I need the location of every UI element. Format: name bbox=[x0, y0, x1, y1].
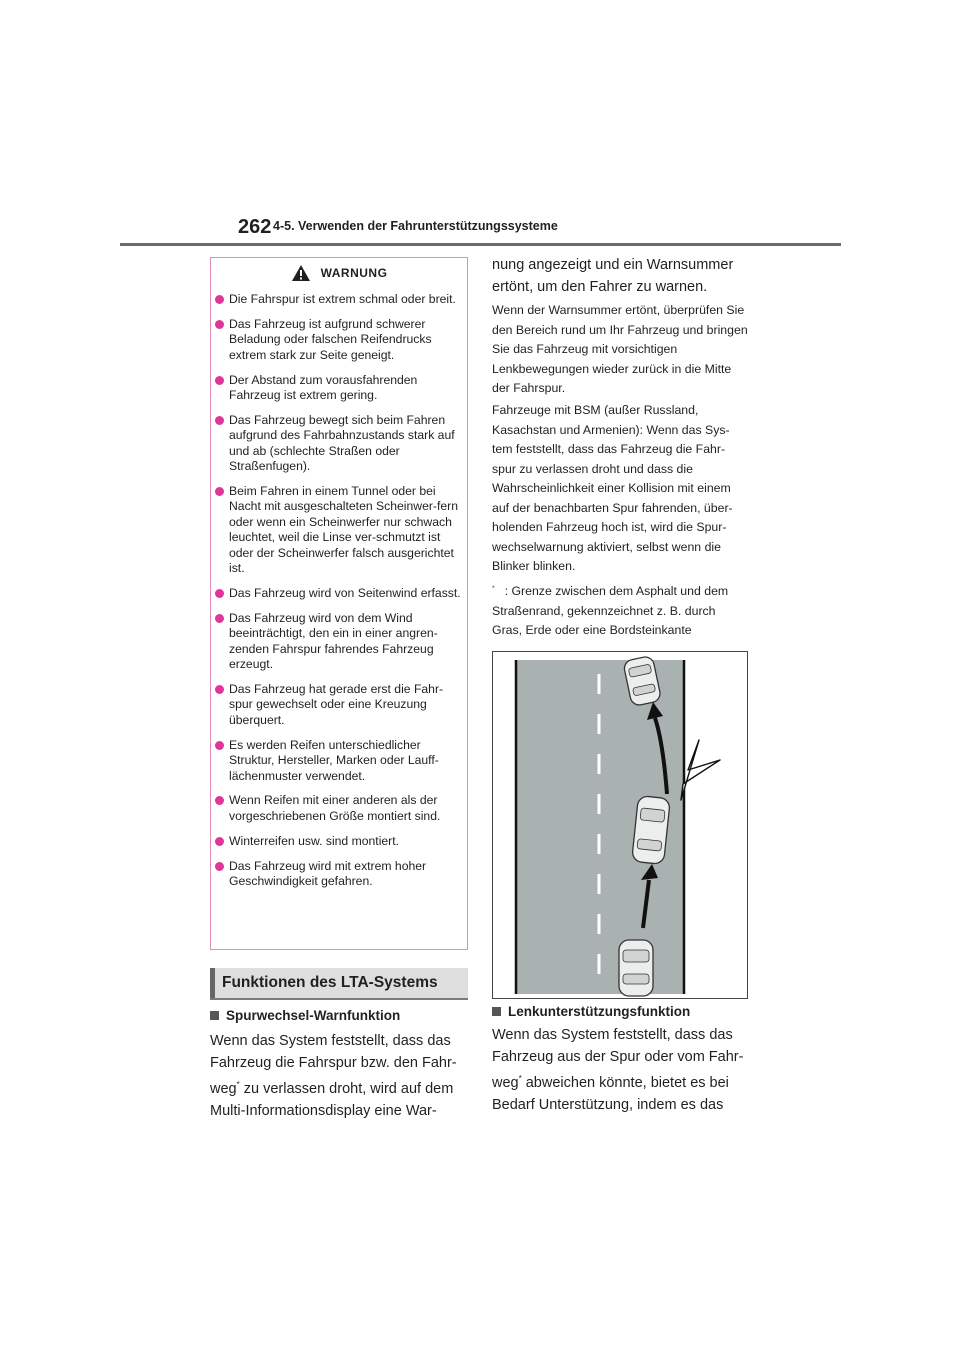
warning-spark-icon bbox=[681, 740, 720, 800]
page-number: 262 bbox=[238, 216, 272, 238]
bsm-paragraph: Fahrzeuge mit BSM (außer Russland, Kasachstan und Armenien): Wenn das Sys-tem feststellt, dass das Fahrzeug die Fahr-spur zu verlassen droht und dass die Wahrscheinlichkeit einer Kollision mit einem auf der benachbarten Spur fahrenden, über-holenden Fahrzeug hoch ist, wird die Spur-wechselwarnung aktiviert, selbst wenn die Blinker blinken. bbox=[492, 403, 733, 573]
lane-departure-diagram bbox=[492, 651, 748, 999]
steering-assist-heading: Lenkunterstützungsfunktion bbox=[492, 1004, 690, 1019]
warning-item: Das Fahrzeug wird mit extrem hoher Geschwindigkeit gefahren. bbox=[215, 859, 461, 890]
steering-assist-text: Wenn das System feststellt, dass das Fahrzeug aus der Spur oder vom Fahr-weg* abweichen könnte, bietet es bei Bedarf Unterstützung, indem es das bbox=[492, 1027, 744, 1113]
square-bullet-icon bbox=[492, 1007, 501, 1016]
warning-label: WARNUNG bbox=[320, 265, 388, 280]
warning-triangle-icon bbox=[291, 264, 311, 282]
warning-item: Das Fahrzeug bewegt sich beim Fahren aufgrund des Fahrbahnzustands stark auf und ab (schlechte Straßen oder Straßenfugen). bbox=[215, 413, 461, 475]
warning-item: Wenn Reifen mit einer anderen als der vorgeschriebenen Größe montiert sind. bbox=[215, 793, 461, 824]
lta-section-banner bbox=[210, 968, 468, 1000]
warning-item: Der Abstand zum vorausfahrenden Fahrzeug ist extrem gering. bbox=[215, 373, 461, 404]
footnote-mark: * bbox=[492, 585, 495, 592]
lane-change-text-continued: nung angezeigt und ein Warnsummer ertönt, um den Fahrer zu warnen. bbox=[492, 257, 734, 295]
car-bottom bbox=[619, 940, 653, 996]
warning-item: Das Fahrzeug wird von dem Wind beeinträchtigt, den ein in einer angren-zenden Fahrspur fahrendes Fahrzeug erzeugt. bbox=[215, 611, 461, 673]
bullet-icon bbox=[215, 837, 224, 846]
footnote-mark: * bbox=[236, 1080, 240, 1089]
warning-item: Winterreifen usw. sind montiert. bbox=[215, 834, 461, 849]
lta-section-title: Funktionen des LTA-Systems bbox=[222, 974, 438, 991]
bullet-icon bbox=[215, 796, 224, 805]
bullet-icon bbox=[215, 416, 224, 425]
footnote: * : Grenze zwischen dem Asphalt und dem Straßenrand, gekennzeichnet z. B. durch Gras, Erde oder eine Bordsteinkante bbox=[492, 584, 729, 638]
lane-change-text: Wenn das System feststellt, dass das Fahrzeug die Fahrspur bzw. den Fahr-weg* zu verlassen droht, wird auf dem Multi-Informationsdisplay eine War- bbox=[210, 1033, 457, 1119]
warning-list bbox=[215, 292, 461, 899]
section-title: 4-5. Verwenden der Fahrunterstützungssysteme bbox=[273, 219, 558, 233]
bullet-icon bbox=[215, 295, 224, 304]
warning-item: Die Fahrspur ist extrem schmal oder breit. bbox=[215, 292, 461, 307]
bullet-icon bbox=[215, 685, 224, 694]
buzzer-instruction: Wenn der Warnsummer ertönt, überprüfen Sie den Bereich rund um Ihr Fahrzeug und bringen Sie das Fahrzeug mit vorsichtigen Lenkbewegungen wieder zurück in die Mitte der Fahrspur. bbox=[492, 303, 748, 395]
footnote-mark: * bbox=[518, 1074, 522, 1083]
bullet-icon bbox=[215, 487, 224, 496]
bullet-icon bbox=[215, 320, 224, 329]
header-rule bbox=[120, 243, 841, 246]
bullet-icon bbox=[215, 862, 224, 871]
bullet-icon bbox=[215, 614, 224, 623]
warning-item: Das Fahrzeug ist aufgrund schwerer Beladung oder falschen Reifendrucks extrem stark zur Seite geneigt. bbox=[215, 317, 461, 363]
bullet-icon bbox=[215, 376, 224, 385]
lane-change-heading: Spurwechsel-Warnfunktion bbox=[210, 1008, 400, 1023]
warning-box bbox=[210, 257, 468, 950]
warning-item: Das Fahrzeug wird von Seitenwind erfasst. bbox=[215, 586, 461, 601]
warning-item: Das Fahrzeug hat gerade erst die Fahr-spur gewechselt oder eine Kreuzung überquert. bbox=[215, 682, 461, 728]
warning-header bbox=[211, 258, 467, 287]
square-bullet-icon bbox=[210, 1011, 219, 1020]
car-middle bbox=[632, 796, 671, 865]
banner-accent-bar bbox=[210, 968, 215, 998]
bullet-icon bbox=[215, 741, 224, 750]
warning-item: Es werden Reifen unterschiedlicher Struktur, Hersteller, Marken oder Lauff-lächenmuster verwendet. bbox=[215, 738, 461, 784]
lane-departure-illustration bbox=[493, 652, 747, 998]
warning-item: Beim Fahren in einem Tunnel oder bei Nacht mit ausgeschalteten Scheinwer-fern oder wenn ein Scheinwerfer nur schwach leuchtet, weil die Linse ver-schmutzt ist oder der Scheinwerfer falsch ausgerichtet ist. bbox=[215, 484, 461, 576]
bullet-icon bbox=[215, 589, 224, 598]
